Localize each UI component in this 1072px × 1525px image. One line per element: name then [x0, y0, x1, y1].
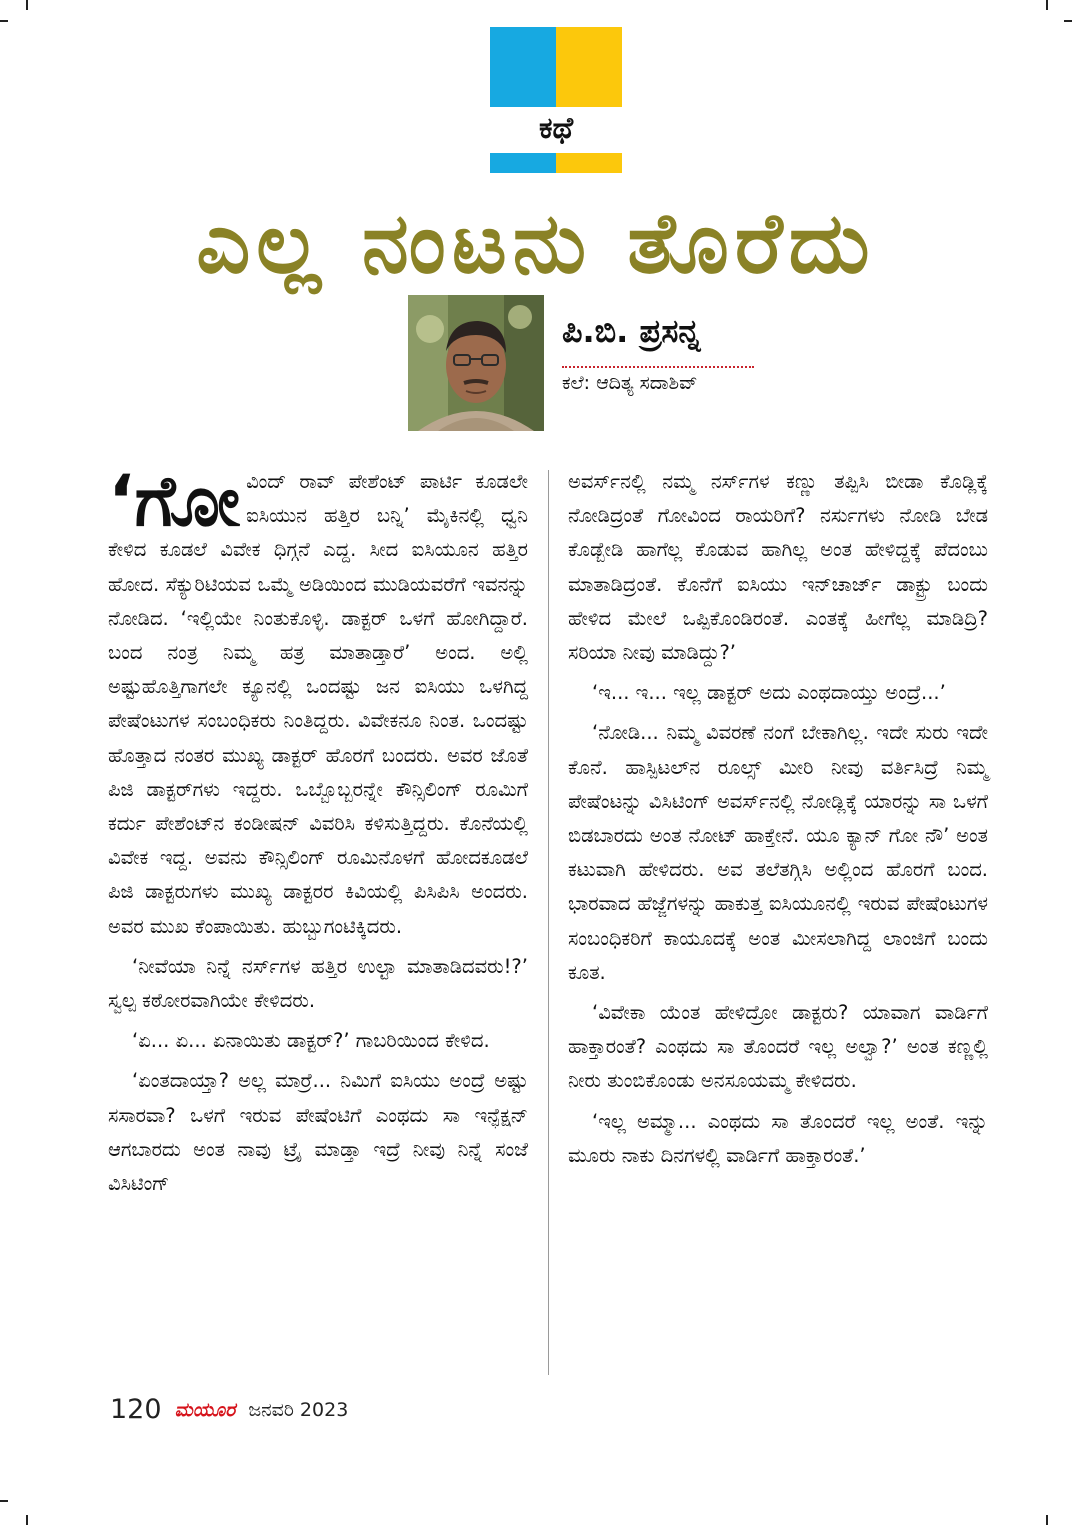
paragraph: ‘ವಿವೇಕಾ ಯೆಂತ ಹೇಳಿದ್ರೋ ಡಾಕ್ಟರು? ಯಾವಾಗ ವಾರ್ಡಿಗೆ ಹಾಕ್ತಾರಂತೆ? ಎಂಥದು ಸಾ ತೊಂದರೆ ಇಲ್ಲ ಅಲ್ವಾ?’ ಅಂತ ಕಣ್ಣಲ್ಲಿ ನೀರು ತುಂಬಿಕೊಂಡು ಅನಸೂಯಮ್ಮ ಕೇಳಿದರು. [568, 1001, 988, 1093]
logo-blue-bar [490, 153, 556, 173]
article-column-right [568, 465, 988, 1179]
paragraph-text: ವಿಂದ್ ರಾವ್ ಪೇಶೆಂಟ್ ಪಾರ್ಟಿ ಕೂಡಲೇ ಐಸಿಯುನ ಹತ್ತಿರ ಬನ್ನಿ’ ಮೈಕಿನಲ್ಲಿ ಧ್ವನಿ ಕೇಳಿದ ಕೂಡಲೆ ವಿವೇಕ ಧಿಗ್ಗನೆ ಎದ್ದ. ಸೀದ ಐಸಿಯೂನ ಹತ್ತಿರ ಹೋದ. ಸೆಕ್ಯುರಿಟಿಯವ ಒಮ್ಮೆ ಅಡಿಯಿಂದ ಮುಡಿಯವರೆಗೆ ಇವನನ್ನು ನೋಡಿದ. ‘ಇಲ್ಲಿಯೇ ನಿಂತುಕೊಳ್ಳಿ. ಡಾಕ್ಟರ್ ಒಳಗೆ ಹೋಗಿದ್ದಾರೆ. ಬಂದ ನಂತ್ರ ನಿಮ್ಮ ಹತ್ರ ಮಾತಾಡ್ತಾರೆ’ ಅಂದ. ಅಲ್ಲಿ ಅಷ್ಟುಹೊತ್ತಿಗಾಗಲೇ ಕ್ಯೂನಲ್ಲಿ ಒಂದಷ್ಟು ಜನ ಐಸಿಯು ಒಳಗಿದ್ದ ಪೇಷೆಂಟುಗಳ ಸಂಬಂಧಿಕರು ನಿಂತಿದ್ದರು. ವಿವೇಕನೂ ನಿಂತ. ಒಂದಷ್ಟು ಹೊತ್ತಾದ ನಂತರ ಮುಖ್ಯ ಡಾಕ್ಟರ್ ಹೊರಗೆ ಬಂದರು. ಅವರ ಜೊತೆ ಪಿಜಿ ಡಾಕ್ಟರ್‌ಗಳು ಇದ್ದರು. ಒಬ್ಬೊಬ್ಬರನ್ನೇ ಕೌನ್ಸಿಲಿಂಗ್ ರೂಮಿಗೆ ಕರ್ದು ಪೇಶೆಂಟ್‌ನ ಕಂಡೀಷನ್ ವಿವರಿಸಿ ಕಳಿಸುತ್ತಿದ್ದರು. ಕೊನೆಯಲ್ಲಿ ವಿವೇಕ ಇದ್ದ. ಅವನು ಕೌನ್ಸಿಲಿಂಗ್ ರೂಮಿನೊಳಗೆ ಹೋದಕೂಡಲೆ ಪಿಜಿ ಡಾಕ್ಟರುಗಳು ಮುಖ್ಯ ಡಾಕ್ಟರರ ಕಿವಿಯಲ್ಲಿ ಪಿಸಿಪಿಸಿ ಅಂದರು. ಅವರ ಮುಖ ಕೆಂಪಾಯಿತು. ಹುಬ್ಬುಗಂಟಿಕ್ಕಿದರು. [108, 470, 528, 938]
crop-mark [1046, 0, 1048, 10]
issue-date: ಜನವರಿ 2023 [248, 1398, 349, 1421]
crop-mark [26, 1515, 28, 1525]
portrait-photo-icon [408, 295, 544, 431]
crop-mark [1064, 20, 1072, 22]
section-logo [490, 27, 622, 175]
section-label: ಕಥೆ [538, 111, 574, 146]
paragraph: ‘ಇ... ಇ... ಇಲ್ಲ ಡಾಕ್ಟರ್ ಅದು ಎಂಥದಾಯ್ತು ಅಂದ್ರೆ...’ [592, 681, 946, 705]
byline-dotted-rule [562, 366, 754, 368]
page-footer [110, 1394, 348, 1425]
story-title: ಎಲ್ಲ ನಂಟನು ತೊರೆದು [196, 194, 876, 292]
column-divider [548, 470, 549, 1375]
drop-cap: ‘ಗೋ [108, 460, 241, 542]
page-number: 120 [110, 1394, 162, 1425]
paragraph: ‘ನೋಡಿ... ನಿಮ್ಮ ವಿವರಣೆ ನಂಗೆ ಬೇಕಾಗಿಲ್ಲ. ಇದೇ ಸುರು ಇದೇ ಕೊನೆ. ಹಾಸ್ಪಿಟಲ್‌ನ ರೂಲ್ಸ್ ಮೀರಿ ನೀವು ವರ್ತಿಸಿದ್ರೆ ನಿಮ್ಮ ಪೇಷೆಂಟನ್ನು ವಿಸಿಟಿಂಗ್ ಅವರ್ಸ್‌ನಲ್ಲಿ ನೋಡ್ಲಿಕ್ಕೆ ಯಾರನ್ನು ಸಾ ಒಳಗೆ ಬಿಡಬಾರದು ಅಂತ ನೋಟ್ ಹಾಕ್ತೇನೆ. ಯೂ ಕ್ಯಾನ್ ಗೋ ನೌ’ ಅಂತ ಕಟುವಾಗಿ ಹೇಳಿದರು. ಅವ ತಲೆತಗ್ಗಿಸಿ ಅಲ್ಲಿಂದ ಹೊರಗೆ ಬಂದ. ಭಾರವಾದ ಹೆಜ್ಜೆಗಳನ್ನು ಹಾಕುತ್ತ ಐಸಿಯೂನಲ್ಲಿ ಇರುವ ಪೇಷೆಂಟುಗಳ ಸಂಬಂಧಿಕರಿಗೆ ಕಾಯೂದಕ್ಕೆ ಅಂತ ಮೀಸಲಾಗಿದ್ದ ಲಾಂಜಿಗೆ ಬಂದು ಕೂತ. [568, 721, 988, 984]
logo-blue-block [490, 27, 556, 107]
paragraph: ‘ಏಂತದಾಯ್ತಾ? ಅಲ್ಲ ಮಾರ್‍ರೆ... ನಿಮಿಗೆ ಐಸಿಯು ಅಂದ್ರೆ ಅಷ್ಟು ಸಸಾರವಾ? ಒಳಗೆ ಇರುವ ಪೇಷೆಂಟಿಗೆ ಎಂಥದು ಸಾ ಇನ್ಫೆಕ್ಷನ್ ಆಗಬಾರದು ಅಂತ ನಾವು ಟ್ರೈ ಮಾಡ್ತಾ ಇದ್ರೆ ನೀವು ನಿನ್ನೆ ಸಂಜೆ ವಿಸಿಟಿಂಗ್ [108, 1069, 528, 1196]
paragraph: ‘ಇಲ್ಲ ಅಮ್ಮಾ... ಎಂಥದು ಸಾ ತೊಂದರೆ ಇಲ್ಲ ಅಂತೆ. ಇನ್ನು ಮೂರು ನಾಕು ದಿನಗಳಲ್ಲಿ ವಾರ್ಡಿಗೆ ಹಾಕ್ತಾರಂತೆ.’ [568, 1109, 988, 1167]
magazine-logo: ಮಯೂರ [174, 1398, 236, 1421]
crop-mark [1046, 1515, 1048, 1525]
paragraph [108, 460, 528, 944]
article-column-left [108, 460, 528, 1207]
logo-yellow-bar [556, 153, 622, 173]
paragraph: ‘ಏ... ಏ... ಏನಾಯಿತು ಡಾಕ್ಟರ್?’ ಗಾಬರಿಯಿಂದ ಕೇಳಿದ. [132, 1029, 490, 1053]
crop-mark [0, 20, 8, 22]
logo-yellow-block [556, 27, 622, 107]
paragraph: ‘ನೀವೆಯಾ ನಿನ್ನೆ ನರ್ಸ್‌ಗಳ ಹತ್ತಿರ ಉಲ್ಟಾ ಮಾತಾಡಿದವರು!?’ ಸ್ವಲ್ಪ ಕಠೋರವಾಗಿಯೇ ಕೇಳಿದರು. [108, 954, 528, 1013]
author-name: ಪಿ.ಬಿ. ಪ್ರಸನ್ನ [562, 312, 701, 350]
paragraph: ಅವರ್ಸ್‌ನಲ್ಲಿ ನಮ್ಮ ನರ್ಸ್‌ಗಳ ಕಣ್ಣು ತಪ್ಪಿಸಿ ಬೀಡಾ ಕೊಡ್ಲಿಕ್ಕೆ ನೋಡಿದ್ರಂತೆ ಗೋವಿಂದ ರಾಯರಿಗೆ? ನರ್ಸುಗಳು ನೋಡಿ ಬೇಡ ಕೊಡ್ಬೇಡಿ ಹಾಗೆಲ್ಲ ಕೊಡುವ ಹಾಗಿಲ್ಲ ಅಂತ ಹೇಳಿದ್ದಕ್ಕೆ ಪೆದಂಬು ಮಾತಾಡಿದ್ರಂತೆ. ಕೊನೆಗೆ ಐಸಿಯು ಇನ್‌ಚಾರ್ಜ್ ಡಾಕ್ಟ್ರು ಬಂದು ಹೇಳಿದ ಮೇಲೆ ಒಪ್ಪಿಕೊಂಡಿರಂತೆ. ಎಂತಕ್ಕೆ ಹೀಗೆಲ್ಲ ಮಾಡಿದ್ರಿ? ಸರಿಯಾ ನೀವು ಮಾಡಿದ್ದು?’ [568, 470, 988, 665]
crop-mark [26, 0, 28, 10]
crop-mark [0, 1500, 8, 1502]
author-photo [408, 295, 544, 431]
illustrator-credit: ಕಲೆ: ಆದಿತ್ಯ ಸದಾಶಿವ್ [562, 372, 698, 394]
